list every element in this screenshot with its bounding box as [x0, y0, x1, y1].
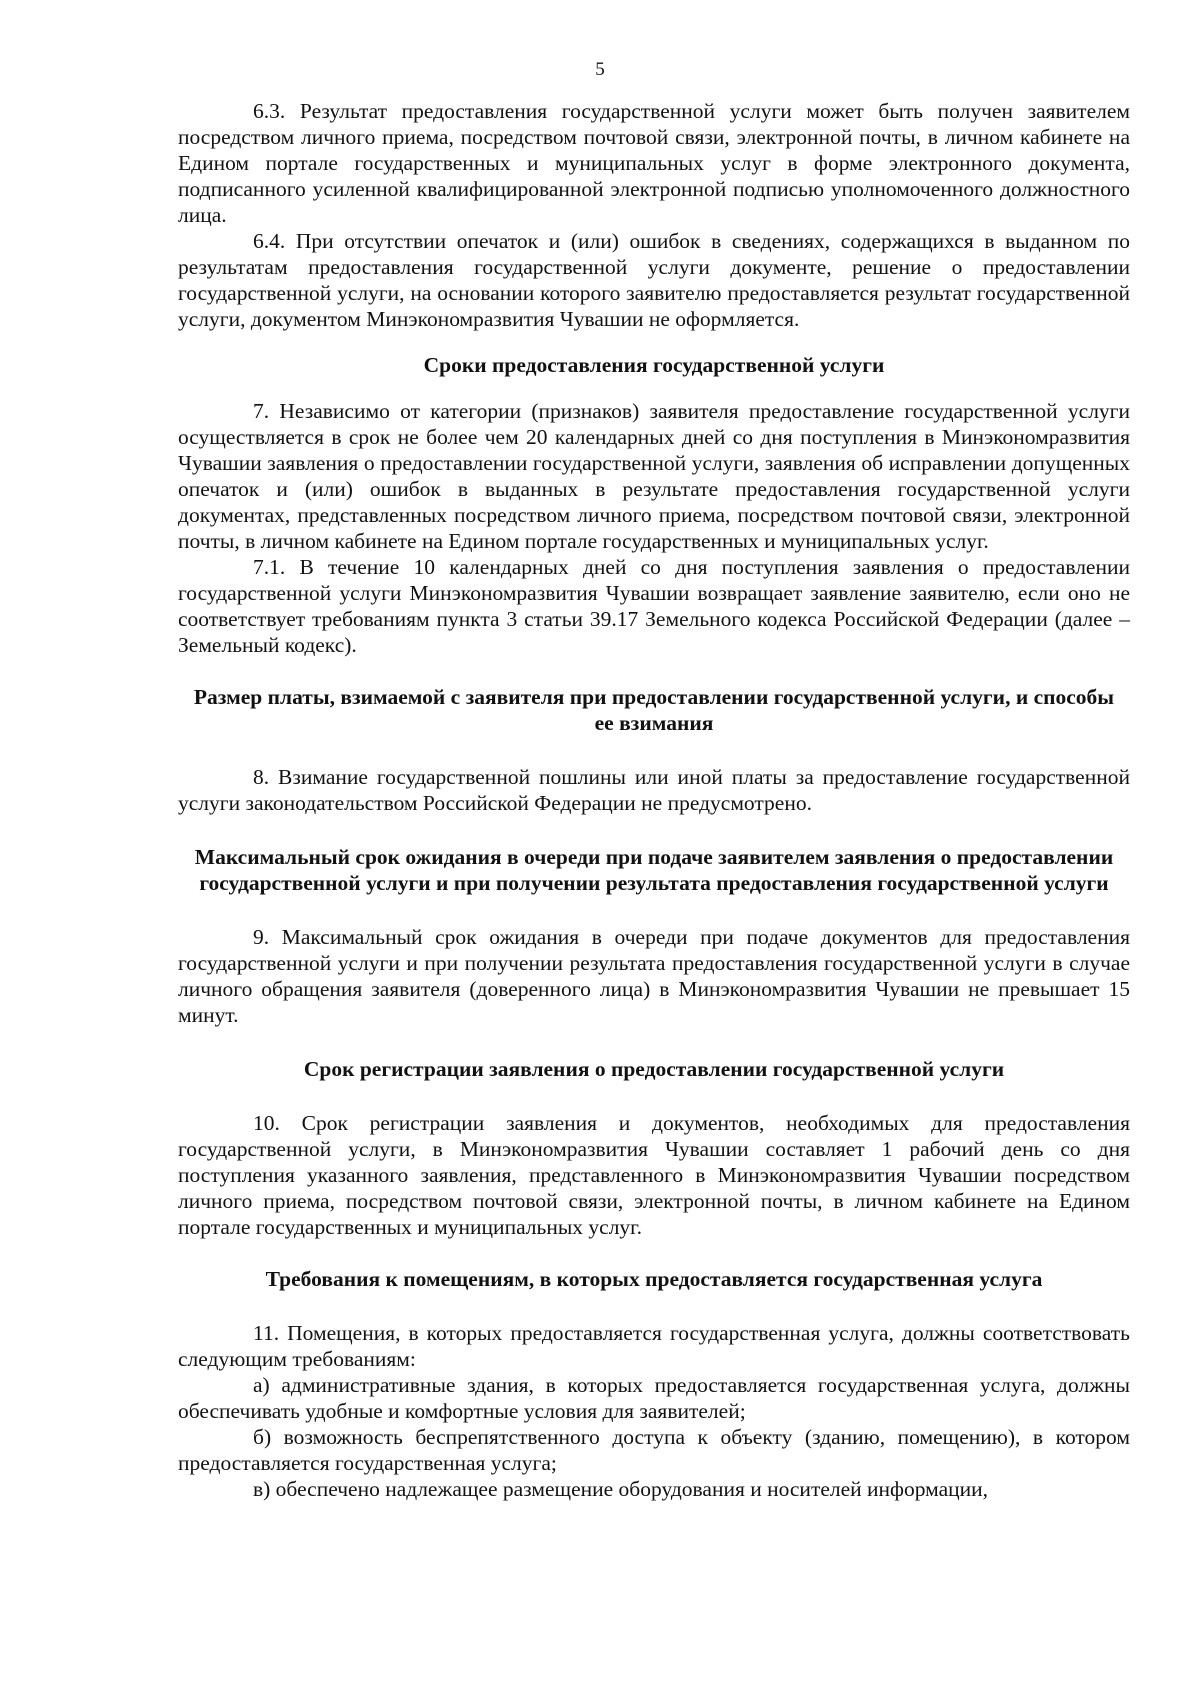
heading-registration: Срок регистрации заявления о предоставлении государственной услуги [303, 1057, 1005, 1081]
paragraph-8: 8. Взимание государственной пошлины или иной платы за предоставление государственной услуги законодательством Российской Федерации не предусмотрено. [178, 765, 1130, 815]
paragraph-11-a: а) административные здания, в которых предоставляется государственная услуга, должны обеспечивать удобные и комфортные условия для заявителей; [178, 1373, 1130, 1423]
heading-fee: Размер платы, взимаемой с заявителя при предоставлении государственной услуги, и способы ее взимания [193, 685, 1115, 735]
paragraph-9: 9. Максимальный срок ожидания в очереди при подаче документов для предоставления государственной услуги и при получении результата предоставления государственной услуги в случае личного обращения заявителя (доверенного лица) в Минэкономразвития Чувашии не превышает 15 минут. [178, 925, 1130, 1027]
paragraph-11-b: б) возможность беспрепятственного доступа к объекту (зданию, помещению), в котором предоставляется государственная услуга; [178, 1425, 1130, 1475]
heading-queue: Максимальный срок ожидания в очереди при подаче заявителем заявления о предоставлении государственной услуги и при получении результата предоставления государственной услуги [194, 845, 1114, 895]
heading-terms: Сроки предоставления государственной услуги [423, 353, 885, 377]
paragraph-6-4: 6.4. При отсутствии опечаток и (или) ошибок в сведениях, содержащихся в выданном по результатам предоставления государственной услуги документе, решение о предоставлении государственной услуги, на основании которого заявителю предоставляется результат государственной услуги, документом Минэкономразвития Чувашии не оформляется. [178, 229, 1130, 331]
paragraph-7: 7. Независимо от категории (признаков) заявителя предоставление государственной услуги осуществляется в срок не более чем 20 календарных дней со дня поступления в Минэкономразвития Чувашии заявления о предоставлении государственной услуги, заявления об исправлении допущенных опечаток и (или) ошибок в выданных в результате предоставления государственной услуги документах, представленных посредством личного приема, посредством почтовой связи, электронной почты, в личном кабинете на Едином портале государственных и муниципальных услуг. [178, 399, 1130, 553]
paragraph-7-1: 7.1. В течение 10 календарных дней со дня поступления заявления о предоставлении государственной услуги Минэкономразвития Чувашии возвращает заявление заявителю, если оно не соответствует требованиям пункта 3 статьи 39.17 Земельного кодекса Российской Федерации (далее – Земельный кодекс). [178, 555, 1130, 657]
paragraph-10: 10. Срок регистрации заявления и документов, необходимых для предоставления государственной услуги, в Минэкономразвития Чувашии составляет 1 рабочий день со дня поступления указанного заявления, представленного в Минэкономразвития Чувашии посредством личного приема, посредством почтовой связи, электронной почты, в личном кабинете на Едином портале государственных и муниципальных услуг. [178, 1111, 1130, 1239]
page-number: 5 [595, 59, 605, 80]
paragraph-11: 11. Помещения, в которых предоставляется государственная услуга, должны соответствовать следующим требованиям: [178, 1321, 1130, 1371]
heading-premises: Требования к помещениям, в которых предоставляется государственная услуга [265, 1267, 1043, 1291]
document-body [178, 98, 1130, 1502]
paragraph-11-v: в) обеспечено надлежащее размещение оборудования и носителей информации, [253, 1477, 989, 1501]
paragraph-6-3: 6.3. Результат предоставления государственной услуги может быть получен заявителем посредством личного приема, посредством почтовой связи, электронной почты, в личном кабинете на Едином портале государственных и муниципальных услуг в форме электронного документа, подписанного усиленной квалифицированной электронной подписью уполномоченного должностного лица. [178, 99, 1130, 227]
